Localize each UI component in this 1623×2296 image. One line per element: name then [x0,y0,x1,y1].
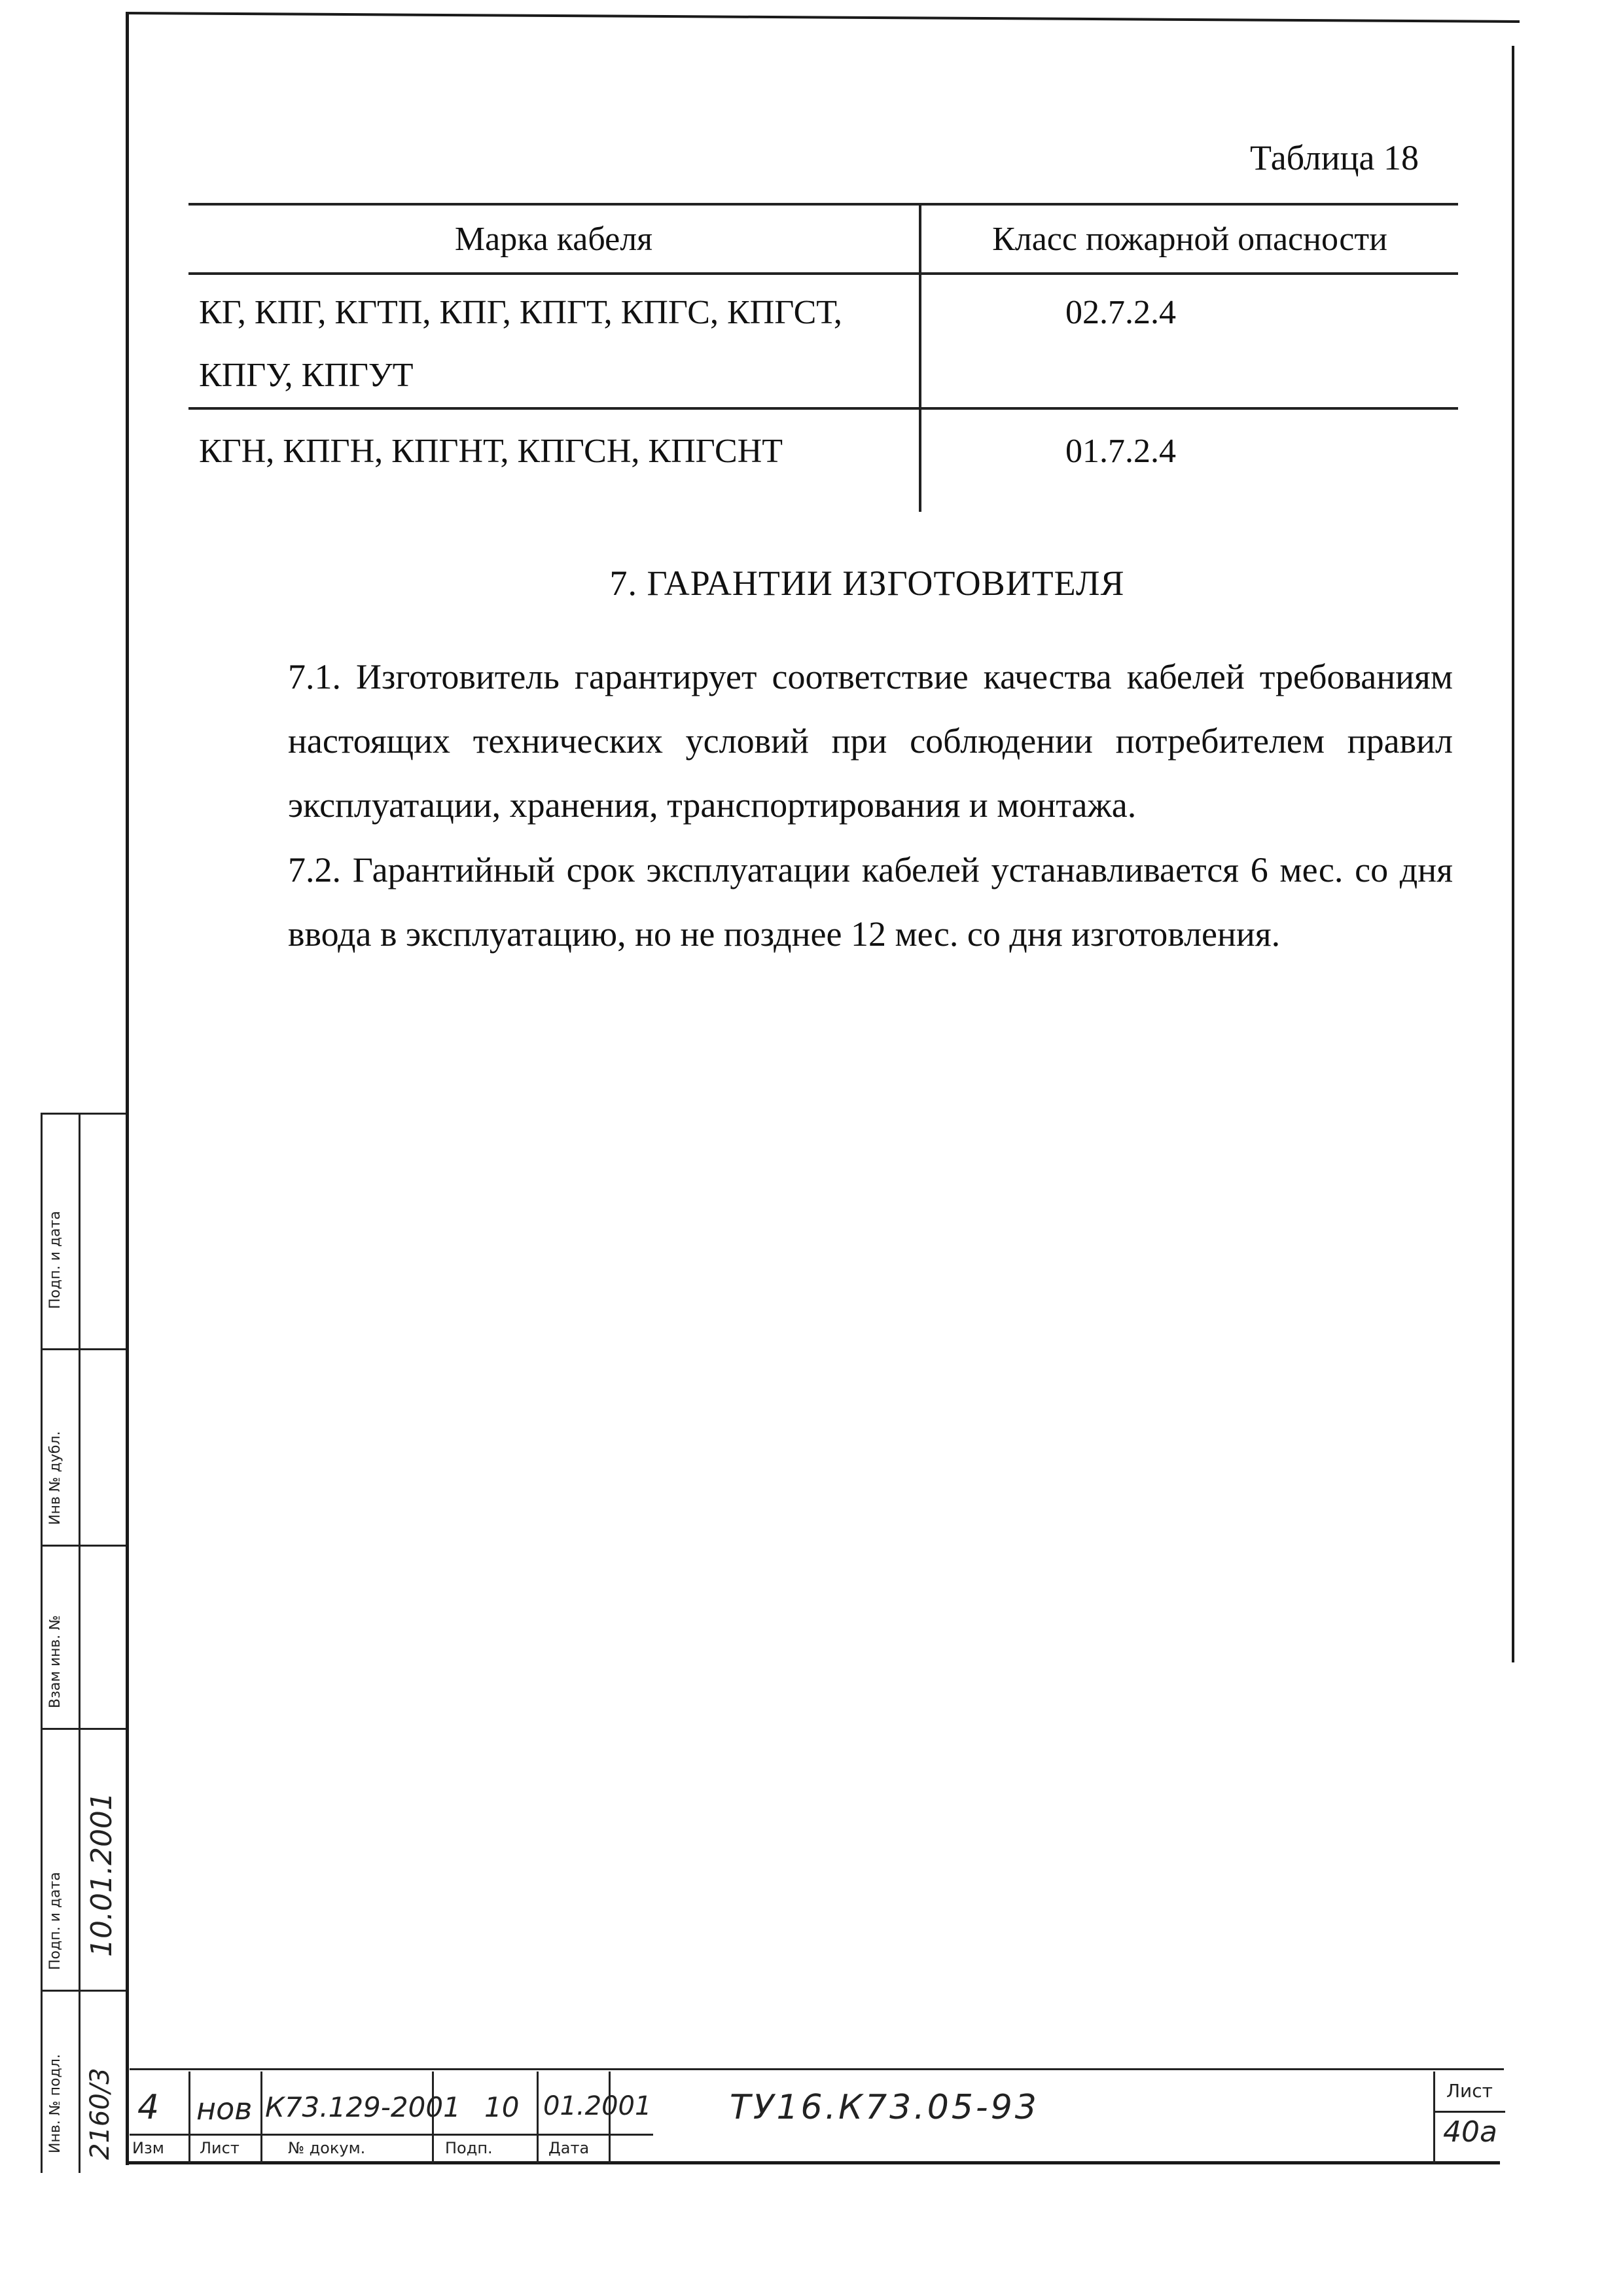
frame-top [126,12,1520,23]
side-stamp-line [41,1348,126,1350]
tb-designation: ТУ16.К73.05-93 [730,2088,1039,2127]
table-row [188,274,1458,408]
paragraph-text: 7.2. Гарантийный срок эксплуатации кабелей устанавливается 6 мес. со дня ввода в эксплуатацию, но не позднее 12 мес. со дня изготовления. [288,850,1453,954]
title-block-line [188,2072,190,2163]
side-label-orig-inv: Инв. № подл. [47,2054,63,2153]
table-row [188,408,1458,512]
tb-col-podp: Подп. [445,2139,493,2157]
header-cable-brand: Марка кабеля [188,204,920,274]
paragraph-7-1 [209,645,1453,837]
tb-sheet-label: Лист [1446,2080,1493,2102]
cell-brands: КГН, КПГН, КПГНТ, КПГСН, КПГСНТ [188,408,920,512]
tb-list: нов [196,2091,253,2126]
tb-col-doc: № докум. [288,2139,366,2157]
title-block-line [1433,2072,1435,2163]
paragraph-text: 7.1. Изготовитель гарантирует соответствие качества кабелей требованиям настоящих технических условий при соблюдении потребителем правил эксплуатации, хранения, транспортирования и монтажа. [288,657,1453,825]
table-caption: Таблица 18 [1250,138,1419,177]
tb-date: 01.2001 [543,2091,652,2121]
tb-col-list: Лист [200,2139,240,2157]
title-block-line [537,2072,539,2163]
title-block-line [130,2068,1504,2070]
tb-sheet-no: 40а [1443,2115,1497,2149]
frame-right [1512,46,1514,1662]
paragraph-7-2 [209,838,1453,966]
title-block-line [260,2072,262,2163]
side-label-signature-date: Подп. и дата [47,1211,63,1309]
side-stamp-line [41,1728,126,1730]
cell-class: 01.7.2.4 [1065,433,1176,470]
side-label-replace-inv: Взам инв. № [47,1615,63,1708]
cell-class: 02.7.2.4 [920,274,1458,408]
frame-bottom [126,2161,1500,2164]
table-header-row [188,204,1458,274]
side-stamp-line [79,1113,80,2173]
header-fire-class: Класс пожарной опасности [920,204,1458,274]
tb-col-izm: Изм [132,2139,164,2157]
side-stamp-line [41,1113,43,2173]
tb-izm: 4 [137,2088,160,2127]
tb-doc-no: К73.129-2001 [265,2091,461,2123]
section-title: 7. ГАРАНТИИ ИЗГОТОВИТЕЛЯ [609,564,1125,603]
fire-class-table [188,203,1458,512]
side-handwritten-date: 10.01.2001 [85,1792,118,1957]
side-stamp-line [41,1113,126,1115]
side-stamp-line [41,1990,126,1992]
title-block-line [130,2134,653,2136]
title-block-line [1433,2111,1505,2113]
cell-brands: КГ, КПГ, КГТП, КПГ, КПГТ, КПГС, КПГСТ, КПГУ, КПГУТ [188,274,920,408]
tb-signature: 10 [484,2091,520,2123]
frame-left [126,12,129,2165]
side-handwritten-inv: 2160/3 [85,2068,115,2160]
tb-col-date: Дата [548,2139,590,2157]
side-label-signature-date-2: Подп. и дата [47,1872,63,1970]
side-label-dup-inv: Инв № дубл. [47,1431,63,1525]
side-stamp-line [41,1545,126,1547]
